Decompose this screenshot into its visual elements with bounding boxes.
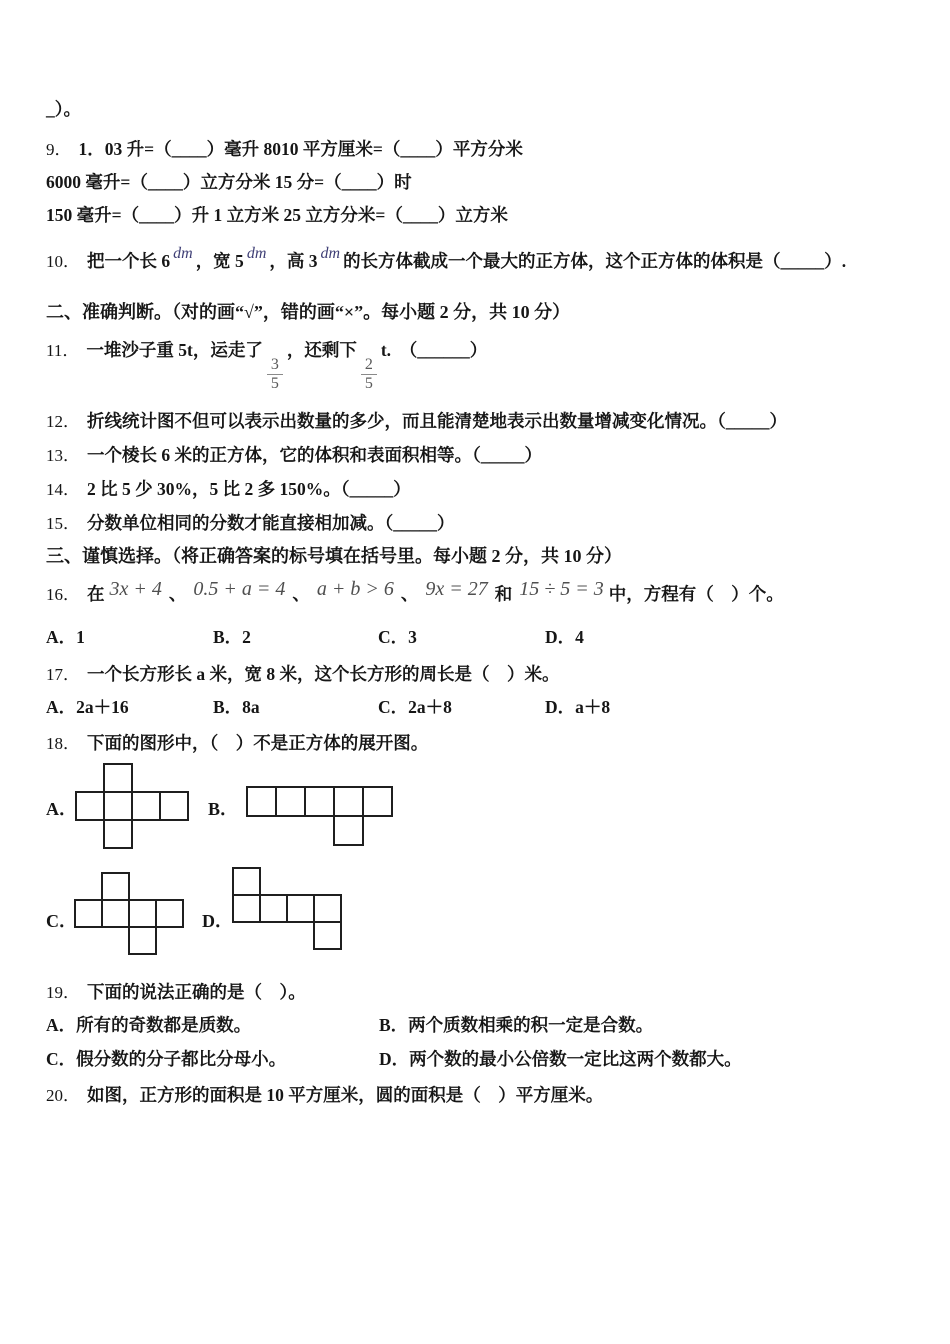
expression-3: a + b > 6 (316, 578, 394, 600)
fraction-two-fifths: $\frac{2}{5}$ (361, 356, 377, 394)
question-16: 16． 在 3x + 4 、 0.5 + a = 4 、 a + b > 6 、 9x = 27 和 15 ÷ 5 = 3 中，方程有（ ）个。 (46, 578, 784, 604)
section-3-header: 三、谨慎选择。（将正确答案的标号填在括号里。每小题 2 分，共 10 分） (46, 546, 622, 566)
question-15-number: 15． (46, 514, 80, 533)
cube-net-b-svg (246, 786, 394, 846)
q17-option-c: C．2a＋8 (378, 697, 452, 717)
question-9-line-1 (46, 135, 523, 161)
q19-option-c: C．假分数的分子都比分母小。 (46, 1049, 287, 1069)
question-19-number: 19． (46, 983, 80, 1002)
question-13-number: 13． (46, 446, 80, 465)
question-11: 11． 一堆沙子重 5t，运走了 $\frac{3}{5}$ ，还剩下 $\frac{2}{5}$ t. （______） (46, 340, 488, 393)
cube-net-d-svg (232, 867, 343, 951)
unit-dm-2: dm (246, 245, 267, 262)
question-17-number: 17． (46, 665, 80, 684)
q17-option-b: B．8a (213, 697, 260, 717)
cube-net-a-svg (75, 763, 190, 850)
question-11-number: 11． (46, 341, 80, 360)
net-b-label: B． (208, 799, 239, 819)
net-a-label: A． (46, 799, 77, 819)
expression-4: 9x = 27 (425, 578, 488, 600)
q17-option-d: D．a＋8 (545, 697, 611, 717)
question-14-number: 14． (46, 480, 80, 499)
q19-option-a: A．所有的奇数都是质数。 (46, 1015, 252, 1035)
question-19: 19． 下面的说法正确的是（ ）。 (46, 982, 306, 1002)
q16-option-d: D．4 (545, 627, 584, 647)
question-9-text-2: 6000 毫升=（____）立方分米 15 分=（____）时 (46, 172, 412, 192)
continuation-line: _）。 (46, 99, 81, 119)
question-10-number: 10． (46, 252, 80, 271)
question-9-text-3: 150 毫升=（____）升 1 立方米 25 立方分米=（____）立方米 (46, 205, 508, 225)
cube-net-b-figure (246, 786, 394, 846)
question-20-number: 20． (46, 1086, 80, 1105)
unit-dm-1: dm (173, 245, 193, 262)
expression-5: 15 ÷ 5 = 3 (519, 578, 604, 600)
cube-net-c-figure (74, 872, 185, 956)
question-14: 14． 2 比 5 少 30%，5 比 2 多 150%。（_____） (46, 479, 411, 499)
question-9-line-3 (46, 202, 508, 227)
expression-1: 3x + 4 (109, 578, 162, 600)
question-12: 12． 折线统计图不但可以表示出数量的多少，而且能清楚地表示出数量增减变化情况。（_____） (46, 411, 787, 431)
cube-net-a-figure (75, 763, 190, 850)
question-20: 20． 如图，正方形的面积是 10 平方厘米，圆的面积是（ ）平方厘米。 (46, 1085, 604, 1105)
question-9-line-2 (46, 169, 412, 194)
question-15: 15． 分数单位相同的分数才能直接相加减。（_____） (46, 513, 455, 533)
net-c-label: C． (46, 911, 77, 931)
section-2-header: 二、准确判断。（对的画“√”，错的画“×”。每小题 2 分，共 10 分） (46, 302, 571, 322)
q19-option-b: B．两个质数相乘的积一定是合数。 (379, 1015, 654, 1035)
question-17: 17． 一个长方形长 a 米，宽 8 米，这个长方形的周长是（ ）米。 (46, 664, 560, 684)
q16-option-c: C．3 (378, 627, 417, 647)
question-18: 18． 下面的图形中，（ ）不是正方体的展开图。 (46, 733, 429, 753)
net-d-label: D． (202, 911, 233, 931)
question-10: 10． 把一个长 6 dm ，宽 5 dm ，高 3 dm 的长方体截成一个最大的正方体，这个正方体的体积是（_____）. (46, 245, 847, 271)
question-9-number: 9． (46, 140, 72, 159)
question-9-text-1: 1．03 升=（____）毫升 8010 平方厘米=（____）平方分米 (78, 139, 523, 159)
expression-2: 0.5 + a = 4 (193, 578, 286, 600)
q16-option-b: B．2 (213, 627, 251, 647)
q17-option-a: A．2a＋16 (46, 697, 129, 717)
fraction-three-fifths: $\frac{3}{5}$ (267, 356, 283, 394)
q19-option-d: D．两个数的最小公倍数一定比这两个数都大。 (379, 1049, 742, 1069)
question-13: 13． 一个棱长 6 米的正方体，它的体积和表面积相等。（_____） (46, 445, 542, 465)
unit-dm-3: dm (320, 245, 341, 262)
q16-option-a: A．1 (46, 627, 85, 647)
cube-net-d-figure (232, 867, 343, 951)
question-18-number: 18． (46, 734, 80, 753)
question-12-number: 12． (46, 412, 80, 431)
question-16-number: 16． (46, 585, 80, 604)
cube-net-c-svg (74, 872, 185, 956)
